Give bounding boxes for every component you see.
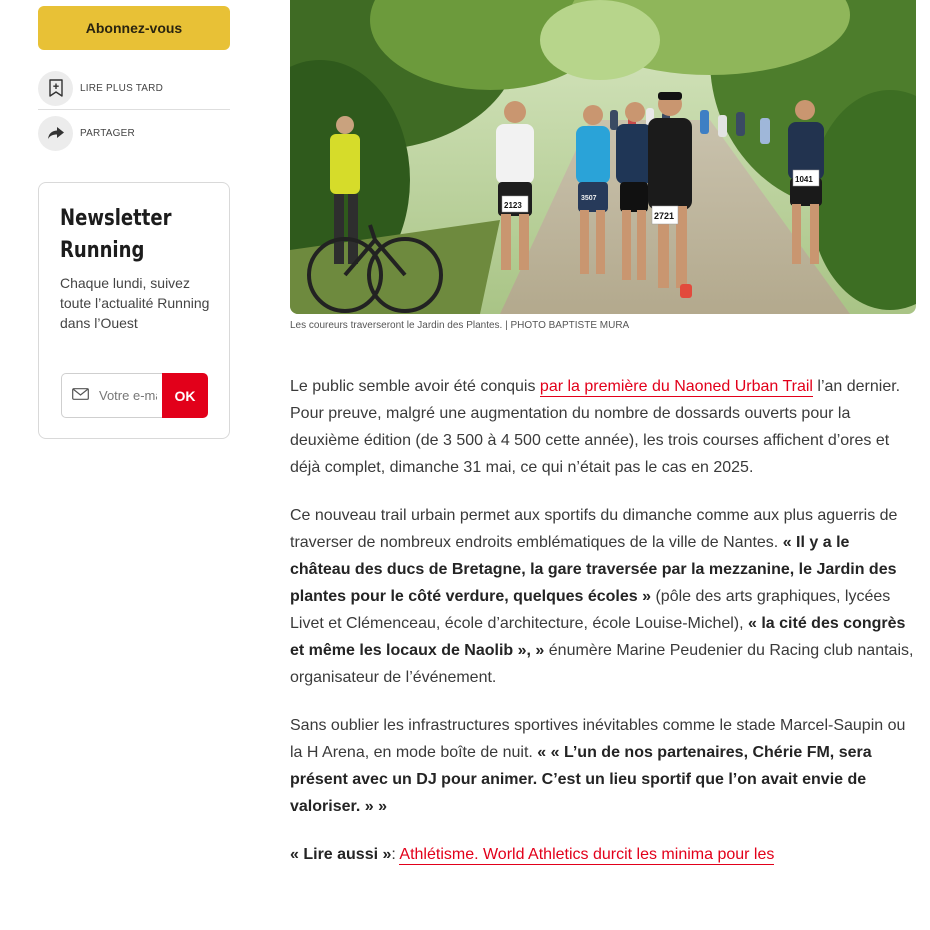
envelope-icon — [72, 387, 89, 405]
newsletter-form — [61, 373, 208, 418]
photo-caption: Les coureurs traverseront le Jardin des Plantes. | PHOTO BAPTISTE MURA — [290, 320, 630, 331]
read-later-label: LIRE PLUS TARD — [80, 82, 164, 94]
article-photo — [290, 0, 916, 314]
paragraph — [290, 502, 914, 691]
bib-number: 1041 — [795, 175, 813, 184]
read-later-button[interactable] — [38, 70, 230, 106]
paragraph-text: énumère Marine Peudenier du Racing club nantais, organisateur de l’événement. — [290, 642, 914, 686]
newsletter-title: Newsletter Running — [60, 206, 172, 263]
paragraph-text: Le public semble avoir été conquis — [290, 378, 540, 395]
paragraph-text: l’an dernier. Pour preuve, malgré une augmentation du nombre de dossards ouverts pour la deuxième édition (de 3 500 à 4 500 cette année), les trois courses affichent d’ores et déjà complet, dimanche 31 mai, ce qui n’était pas le cas en 2025. — [290, 378, 901, 476]
paragraph — [290, 712, 914, 820]
paragraph-text: (pôle des arts graphiques, lycées Livet et Clémenceau, école d’architecture, école Louise-Michel), — [290, 588, 891, 632]
subscribe-button[interactable]: Abonnez-vous — [38, 6, 230, 50]
share-label: PARTAGER — [80, 127, 135, 139]
bookmark-plus-icon — [38, 71, 73, 106]
bib-number: 3507 — [581, 195, 597, 202]
newsletter-submit-button[interactable]: OK — [162, 373, 208, 418]
runners-photo-illustration — [290, 0, 916, 314]
quote-text: « Il y a le château des ducs de Bretagne, la gare traversée par la mezzanine, le Jardin des plantes pour le côté verdure, quelques écoles » — [290, 534, 897, 605]
quote-text: « la cité des congrès et même les locaux de Naolib », » — [290, 615, 906, 659]
paragraph-text: Ce nouveau trail urbain permet aux sportifs du dimanche comme aux plus aguerris de traverser de nombreux endroits emblématiques de la ville de Nantes. — [290, 507, 898, 551]
share-button[interactable] — [38, 115, 230, 151]
paragraph-text: Sans oublier les infrastructures sportives inévitables comme le stade Marcel-Saupin ou la H Arena, en mode boîte de nuit. — [290, 717, 906, 761]
read-also-link[interactable]: Athlétisme. World Athletics durcit les minima pour les — [399, 846, 775, 863]
read-also-label: « Lire aussi » — [290, 846, 392, 863]
share-arrow-icon — [38, 116, 73, 151]
newsletter-description: Chaque lundi, suivez toute l’actualité Running dans l’Ouest — [60, 275, 210, 331]
read-also — [290, 841, 914, 868]
quote-text: « « L’un de nos partenaires, Chérie FM, sera présent avec un DJ pour animer. C’est un lieu sportif que l’on avait envie de valoriser. » » — [290, 744, 872, 815]
inline-link[interactable]: par la première du Naoned Urban Trail — [539, 378, 813, 395]
bib-number: 2123 — [504, 201, 522, 210]
email-field[interactable] — [99, 388, 157, 403]
paragraph — [290, 373, 914, 481]
email-field-wrapper — [61, 373, 162, 418]
article-body — [290, 373, 914, 889]
bib-number: 2721 — [654, 211, 675, 221]
newsletter-card — [38, 182, 230, 439]
divider — [38, 109, 230, 110]
read-also-separator: : — [391, 846, 400, 863]
